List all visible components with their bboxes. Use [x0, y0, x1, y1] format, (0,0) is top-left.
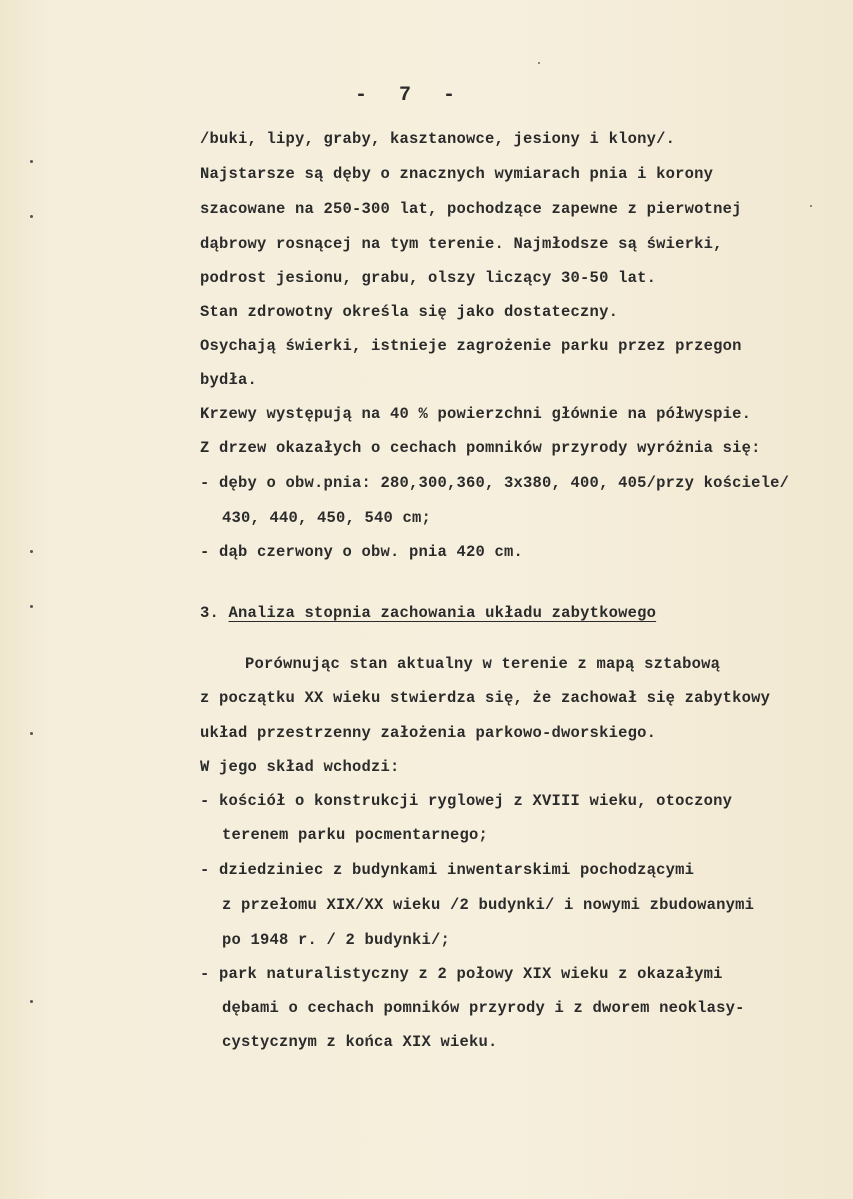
margin-dot — [30, 732, 33, 735]
text-line: dąbrowy rosnącej na tym terenie. Najmłodsze są świerki, — [200, 235, 723, 253]
list-item-continuation: po 1948 r. / 2 budynki/; — [222, 931, 451, 949]
list-item-continuation: dębami o cechach pomników przyrody i z dworem neoklasy- — [222, 999, 745, 1017]
list-item-continuation: terenem parku pocmentarnego; — [222, 826, 489, 844]
margin-dot — [30, 605, 33, 608]
margin-dot — [30, 1000, 33, 1003]
text-line: Najstarsze są dęby o znacznych wymiarach pnia i korony — [200, 165, 714, 183]
list-item-continuation: cystycznym z końca XIX wieku. — [222, 1033, 498, 1051]
list-item-continuation: 430, 440, 450, 540 cm; — [222, 509, 432, 527]
paragraph-line: z początku XX wieku stwierdza się, że zachował się zabytkowy — [200, 689, 771, 707]
text-line: Stan zdrowotny określa się jako dostateczny. — [200, 303, 619, 321]
text-line: Osychają świerki, istnieje zagrożenie parku przez przegon — [200, 337, 742, 355]
text-line: bydła. — [200, 371, 258, 389]
section-title: Analiza stopnia zachowania układu zabytkowego — [228, 604, 657, 622]
section-heading — [200, 604, 656, 622]
text-line: podrost jesionu, grabu, olszy liczący 30-50 lat. — [200, 269, 657, 287]
section-number: 3. — [200, 604, 220, 622]
ink-speck — [810, 205, 812, 207]
list-item: - dziedziniec z budynkami inwentarskimi pochodzącymi — [200, 861, 695, 879]
text-line: /buki, lipy, graby, kasztanowce, jesiony i klony/. — [200, 130, 676, 148]
paragraph-line: układ przestrzenny założenia parkowo-dworskiego. — [200, 724, 657, 742]
text-line: Z drzew okazałych o cechach pomników przyrody wyróżnia się: — [200, 439, 761, 457]
margin-dot — [30, 215, 33, 218]
ink-speck — [538, 62, 540, 64]
list-item: - dęby o obw.pnia: 280,300,360, 3x380, 400, 405/przy kościele/ — [200, 474, 790, 492]
list-item: - kościół o konstrukcji ryglowej z XVIII wieku, otoczony — [200, 792, 733, 810]
paragraph-line: Porównując stan aktualny w terenie z mapą sztabową — [245, 655, 721, 673]
margin-dot — [30, 160, 33, 163]
list-item: - dąb czerwony o obw. pnia 420 cm. — [200, 543, 524, 561]
list-item-continuation: z przełomu XIX/XX wieku /2 budynki/ i nowymi zbudowanymi — [222, 896, 755, 914]
text-line: Krzewy występują na 40 % powierzchni głównie na półwyspie. — [200, 405, 752, 423]
paragraph-line: W jego skład wchodzi: — [200, 758, 400, 776]
margin-dot — [30, 550, 33, 553]
text-line: szacowane na 250-300 lat, pochodzące zapewne z pierwotnej — [200, 200, 742, 218]
list-item: - park naturalistyczny z 2 połowy XIX wieku z okazałymi — [200, 965, 723, 983]
page-number: - 7 - — [355, 84, 466, 107]
